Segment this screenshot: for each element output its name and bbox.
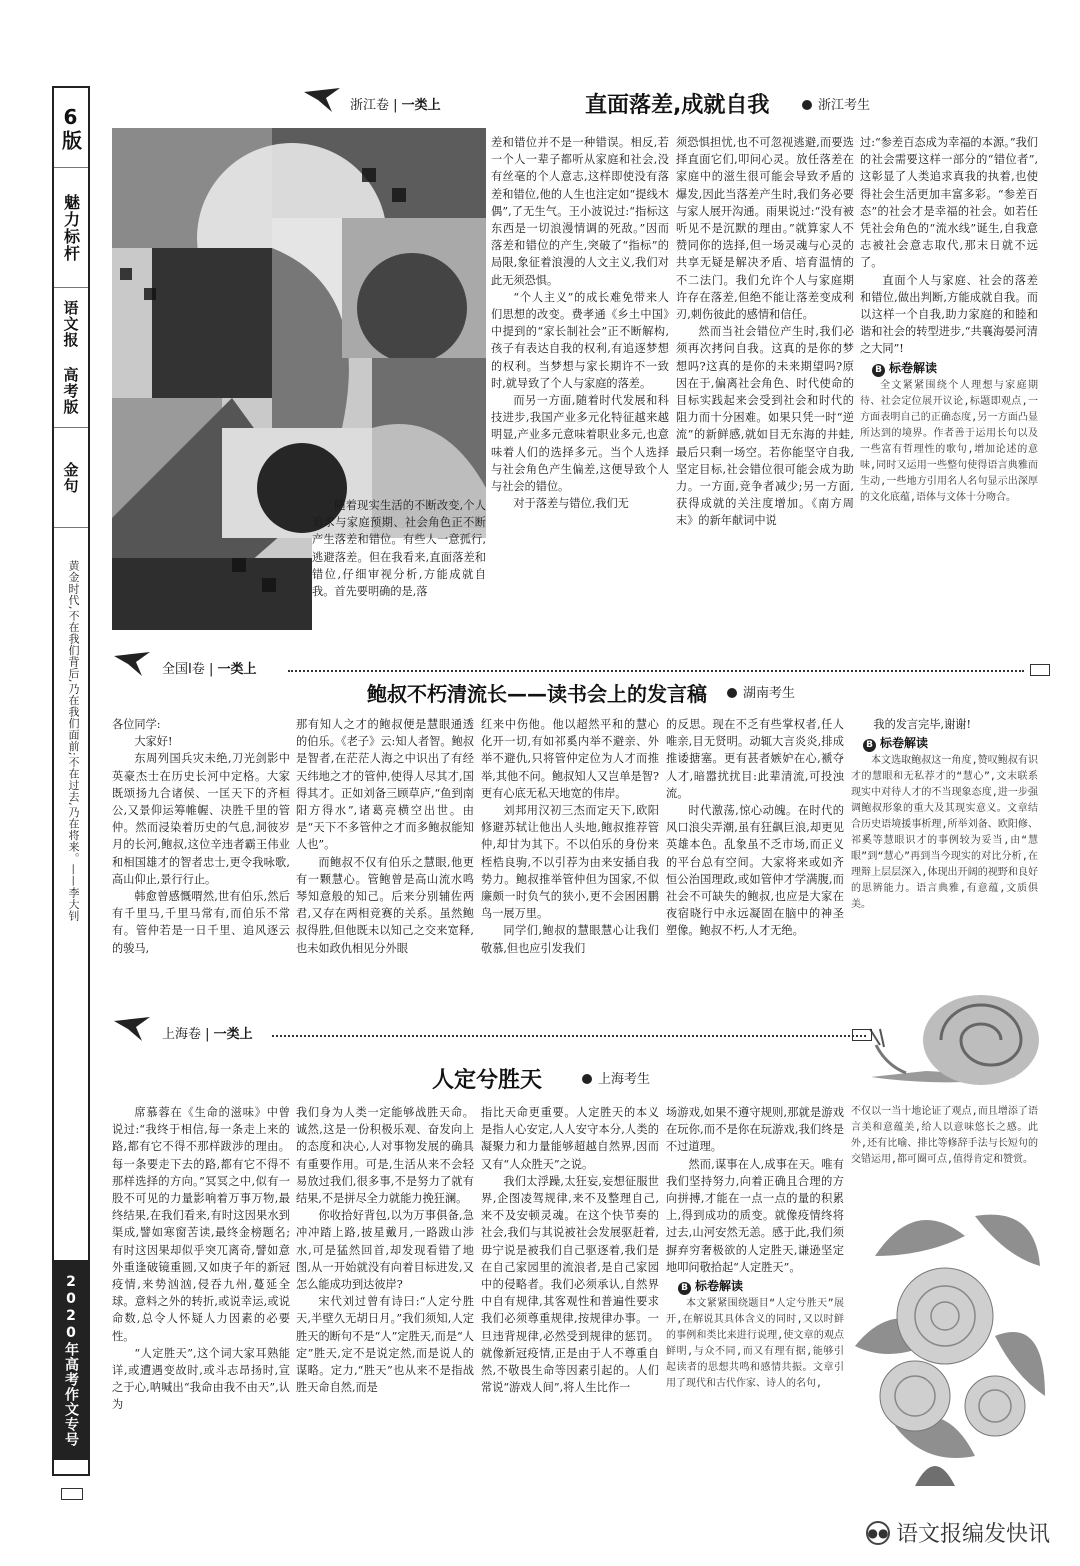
section-label: 浙江卷 | 一类上 [350, 98, 441, 113]
commentary-icon: B [863, 739, 876, 752]
sidebar-column: 魅力标杆 [54, 168, 88, 288]
region-label: 全国Ⅰ卷 [162, 662, 205, 677]
paragraph: 时代激荡,惊心动魄。在时代的风口浪尖弄潮,虽有狂飙巨浪,却更见英雄本色。乱象虽不乏市场,而正义的平台总有空间。大家将来或如齐恒公治国理政,或如管仲才学满腹,而社会不可缺失的鲍叔,也应是大家在夜宿晓行中永远凝固在脑中的神圣塑像。鲍叔不朽,人才无绝。 [666, 804, 844, 938]
paragraph: 然而当社会错位产生时,我们必须再次拷问自我。这真的是你的梦想吗?这真的是你的未来期望吗?原因在于,偏离社会角色、时代使命的目标实践起来会受到社会和时代的阻力而十分困难。如果只凭一时“逆流”的新鲜感,就如目无东海的井蛙,最后只剩一场空。若你能坚守自我,坚定目标,社会错位很可能会成为助力。一方面,竞争者减少;另一方面,获得成就的关注度增加。《南方周末》的新年献词中说 [676, 325, 854, 528]
paragraph: 我的发言完毕,谢谢! [873, 718, 971, 731]
golden-quote: 黄金时代,不在我们背后,乃在我们面前;不在过去,乃在将来。——李大钊 [67, 560, 80, 922]
paragraph: 宋代刘过曾有诗曰:“人定兮胜天,半壁久无胡日月。”我们须知,人定胜天的断句不是“人”定胜天,而是“人定”胜天,定不是说定然,而是说人的谋略。定力,“胜天”也从来不是指战胜天命自然,而是 [296, 1295, 474, 1395]
article-title: 人定兮胜天 [432, 1068, 543, 1093]
section-band-zhejiang [112, 90, 1050, 116]
commentary-heading: B 标卷解读 [678, 1278, 844, 1295]
article-column [860, 134, 1038, 634]
paragraph: 随着现实生活的不断改变,个人追求与家庭预期、社会角色正不断产生落差和错位。有些人一意孤行,逃避落差。但在我看来,直面落差和错位,仔细审视分析,方能成就自我。首先要明确的是,落 [312, 499, 486, 599]
article-author: 浙江考生 [802, 94, 870, 113]
article-title: 直面落差,成就自我 [585, 93, 770, 118]
band-end-mark [1030, 664, 1050, 676]
paragraph: 同学们,鲍叔的慧眼慧心让我们敬慕,但也应引发我们 [481, 924, 659, 955]
grade-label: 一类上 [401, 98, 441, 113]
bird-icon [112, 650, 152, 678]
paragraph: 须恐惧担忧,也不可忽视逃避,而要选择直面它们,叩问心灵。放任落差在家庭中的滋生很可能会导致矛盾的爆发,因此当落差产生时,我们务必要与家人展开沟通。雨果说过:“没有被听见不是沉默的理由。”就算家人不赞同你的选择,但一场灵魂与心灵的共享无疑是解决矛盾、培育温情的不二法门。我们允许个人与家庭期许存在落差,但绝不能让落差变成利刃,刺伤彼此的感情和信任。 [676, 136, 854, 322]
commentary-icon: B [872, 364, 885, 377]
commentary-heading: B 标卷解读 [863, 735, 1038, 752]
author-bullet-icon [727, 688, 737, 698]
paragraph: 大家好! [134, 735, 173, 749]
commentary-heading: B 标卷解读 [872, 360, 1038, 377]
commentary-text: 本文选取鲍叔这一角度,赞叹鲍叔有识才的慧眼和无私荐才的“慧心”,文末联系现实中对待人才的不当现象态度,进一步强调鲍叔形象的重大及其现实意义。文章结合历史语境援事析理,所举刘备、欧阳修、祁奚等慧眼识才的事例较为妥当,由“慧眼”到“慧心”再到当今现实的对比分析,在理辩上层层深入,体现出开阔的视野和良好的思辨能力。语言典雅,有意蕴,文质俱美。 [851, 755, 1038, 911]
paragraph: 那有知人之才的鲍叔便是慧眼通透的伯乐。《老子》云:知人者智。鲍叔是智者,在茫茫人海之中识出了有经天纬地之才的管仲,使得人尽其才,国得其才。正如刘备三顾草庐,“鱼到南阳方得水”,诸葛亮横空出世。由是“天下不多管仲之才而多鲍叔能知人也”。 [296, 718, 474, 852]
paragraph: 我们太浮躁,太狂妄,妄想征服世界,企图凌驾规律,来不及整理自己,来不及安顿灵魂。在这个快节奏的社会,我们与其说被社会发展驱赶着,毋宁说是被我们自己驱逐着,我们是在自己家园里的流浪者,是自己家园中的侵略者。我们必须承认,自然界中自有规律,其客观性和普遍性要求我们必须尊重规律,按规律办事。一旦违背规律,必然受到规律的惩罚。就像新冠疫情,正是由于人不尊重自然,不敬畏生命等因素引起的。人们常说“游戏人间”,将人生比作一 [481, 1174, 659, 1395]
section-band-national [112, 654, 1050, 680]
article-column [296, 1104, 474, 1500]
bird-icon [302, 86, 342, 114]
paragraph: “个人主义”的成长难免带来人们思想的改变。费孝通《乡土中国》中提到的“家长制社会”正不断解构,孩子有表达自我的权利,有追逐梦想的权利。当梦想与家长期许不一致时,就导致了个人与家庭的落差。 [491, 290, 669, 390]
paragraph: 而鲍叔不仅有伯乐之慧眼,他更有一颗慧心。管鲍曾是高山流水鸣琴知意般的知己。后来分别辅佐两君,又存在两相竞赛的关系。虽然鲍叔得胜,但他既未以知己之交来宽释,也未如政仇相见分外眼 [296, 855, 474, 955]
paragraph: “人定胜天”,这个词大家耳熟能详,或遭遇变故时,或斗志昂扬时,宣之于心,呐喊出“我命由我不由天”,认为 [112, 1346, 290, 1412]
article-column [296, 716, 474, 1036]
commentary-text-continued: 不仅以一当十地论证了观点,而且增添了语言美和意蕴美,给人以意味悠长之感。此外,还有比喻、排比等修辞手法与长短句的交错运用,都可圈可点,值得肯定和赞赏。 [851, 1106, 1038, 1165]
article-column [666, 716, 844, 1036]
article-title: 鲍叔不朽清流长——读书会上的发言稿 [367, 682, 707, 706]
bird-icon [112, 1015, 152, 1043]
article-column [666, 1104, 844, 1500]
band-end-mark [852, 1029, 872, 1041]
paragraph: 然而,谋事在人,成事在天。唯有我们坚持努力,向着正确且合理的方向拼搏,才能在一点一点的量的积累上,得到成功的质变。就像疫情终将过去,山河安然无恙。感于此,我们须摒弃穷奢极欲的人定胜天,谦逊坚定地叩问敬拾起“人定胜天”。 [666, 1157, 844, 1274]
article-column [676, 134, 854, 634]
paragraph: 差和错位并不是一种错误。相反,若一个人一辈子都听从家庭和社会,没有丝毫的个人意志,这样即使没有落差和错位,他的人生也注定如“提线木偶”,了无生气。王小波说过:“指标这东西是一切浪漫情调的死敌。”因而落差和错位的产生,突破了“指标”的局限,象征着浪漫的人文主义,我们对此无须恐惧。 [491, 136, 669, 287]
paragraph: 红来中伤他。他以超然平和的慧心化开一切,有如祁奚内举不避亲、外举不避仇,只将管仲定位为人才而推举,其他不问。鲍叔知人又岂单是智?更有心底无私天地宽的伟岸。 [481, 718, 659, 800]
paragraph: 过:“参差百态成为幸福的本源。”我们的社会需要这样一部分的“错位者”,这彰显了人类追求真我的执着,也使得社会生活更加丰富多彩。“参差百态”的社会才是幸福的社会。如若任凭社会角色的“流水线”诞生,自我意志被社会意志取代,那末日就不远了。 [860, 136, 1038, 270]
article-column [481, 716, 659, 1036]
sidebar-page-number: 6版 [54, 88, 88, 168]
flower-illustration [855, 1196, 1045, 1496]
region-label: 浙江卷 [350, 98, 390, 113]
wechat-watermark: ●● 语文报编发快讯 [867, 1522, 1050, 1547]
section-label: 上海卷 | 一类上 [162, 1027, 253, 1042]
paragraph: 场游戏,如果不遵守规则,那就是游戏在玩你,而不是你在玩游戏,我们终是不过道理。 [666, 1106, 844, 1154]
wechat-icon: ●● [866, 1521, 890, 1545]
paragraph: 直面个人与家庭、社会的落差和错位,做出判断,方能成就自我。而以这样一个自我,助力家庭的和睦和谐和社会的转型进步,“共襄海晏河清之大同”! [860, 273, 1038, 356]
article-author: 上海考生 [582, 1068, 650, 1087]
section-label: 全国Ⅰ卷 | 一类上 [162, 662, 257, 677]
article-column [491, 134, 669, 634]
article-column [112, 1104, 290, 1500]
paragraph: 对于落差与错位,我们无 [513, 497, 629, 511]
paragraph: 各位同学: [112, 718, 161, 731]
dotted-rule [272, 1035, 866, 1037]
author-bullet-icon [582, 1074, 592, 1084]
commentary-text: 本文紧紧围绕题目“人定兮胜天”展开,在解说其具体含义的同时,又以时鲜的事例和类比来进行说理,使文章的观点鲜明,与众不同,而又有理有据,能够引起读者的思想共鸣和感情共振。文章引用了现代和古代作家、诗人的名句, [666, 1298, 844, 1390]
paragraph: 韩愈曾感慨喟然,世有伯乐,然后有千里马,千里马常有,而伯乐不常有。管仲若是一日千里、追风逐云的骏马, [112, 890, 290, 955]
dotted-rule [288, 670, 1024, 672]
paragraph: 我们身为人类一定能够战胜天命。诚然,这是一份积极乐观、奋发向上的态度和决心,人对事物发展的确具有重要作用。可是,生活从来不会轻易放过我们,很多事,不是努力了就有结果,不是拼尽全力就能力挽狂澜。 [296, 1106, 474, 1206]
article-column [112, 716, 290, 1036]
paragraph: 东周列国兵灾未绝,刀光剑影中英豪杰士在历史长河中定格。大家既颂扬九合诸侯、一匡天下的齐桓公,又景仰运筹帷幄、决胜千里的管仲。然而浸染着历史的气息,洞彼岁月的长河,鲍叔,这位辛违者霸王伟业和相国雄才的智者忠士,更令我咏歌,高山仰止,景行行止。 [112, 752, 290, 886]
commentary-text: 全文紧紧围绕个人理想与家庭期待、社会定位展开议论,标题即观点,一方面表明自己的正确态度,另一方面凸显所达到的境界。作者善于运用长句以及一些富有哲理性的歌句,增加论述的意味,同时又运用一些整句使得语言典雅而生动,一些地方引用名人名句显示出深厚的文化底蕴,语体与文体十分吻合。 [860, 379, 1038, 503]
paragraph: 刘邦用汉初三杰而定天下,欧阳修避苏轼让他出人头地,鲍叔推荐管仲,却甘为其下。不以伯乐的身份来桎梏良驹,不以引荐为由来安插自我势力。鲍叔推举管仲但为国家,不似廉颇一时负气的狭小,更不会困困鹏鸟一展万里。 [481, 804, 659, 921]
section-band-shanghai [112, 1019, 1050, 1045]
paragraph: 你收拾好背包,以为万事俱备,急冲冲踏上路,披星戴月,一路跋山涉水,可是猛然回首,却发现看错了地图,从一开始就没有向着目标进发,又怎么能成功到达彼岸? [296, 1209, 474, 1292]
commentary-icon: B [678, 1282, 691, 1295]
article-column [851, 716, 1038, 1006]
paragraph: 而另一方面,随着时代发展和科技进步,我国产业多元化特征越来越明显,产业多元意味着职业多元,也意味着人们的选择多元。当个人选择与社会角色产生偏差,这便导致个人与社会的错位。 [491, 394, 669, 494]
author-bullet-icon [802, 100, 812, 110]
sidebar-bottom-mark [61, 1488, 83, 1500]
article-column [312, 497, 486, 631]
paragraph: 指比天命更重要。人定胜天的本义是指人心安定,人人安守本分,人类的凝聚力和力量能够超越自然界,因而又有“人众胜天”之说。 [481, 1106, 659, 1171]
article-author: 湖南考生 [727, 682, 795, 701]
article-column [851, 1104, 1038, 1186]
sidebar-issue: 2020年高考作文专号 [54, 1260, 88, 1460]
grade-label: 一类上 [213, 1027, 253, 1042]
paragraph: 的反思。现在不乏有些掌权者,任人唯亲,目无贤明。动辄大言炎炎,排成推诿搪塞。更有甚者嫉妒在心,褫夺人才,暗嚣扰扰目:此辈清流,可投浊流。 [666, 718, 844, 800]
region-label: 上海卷 [162, 1027, 202, 1042]
sidebar-section: 金句 [54, 428, 88, 528]
sidebar-paper: 语文报 高考版 [54, 288, 88, 428]
grade-label: 一类上 [217, 662, 257, 677]
article-column [481, 1104, 659, 1500]
paragraph: 席慕蓉在《生命的滋味》中曾说过:“我终于相信,每一条走上来的路,都有它不得不那样跋涉的理由。每一条要走下去的路,都有它不得不那样选择的方向。”冥冥之中,似有一股不可见的力量影响着万事万物,最终结果,在我们看来,有时这因果水到渠成,譬如寒窗苦读,最终金榜题名;有时这因果却似乎突兀离奇,譬如意外重逢破镜重圆,又如庚子年的新冠疫情,来势汹汹,侵吞九州,蔓延全球。意料之外的转折,或说幸运,或说命数,总令人怀疑人力因素的必要性。 [112, 1106, 290, 1343]
